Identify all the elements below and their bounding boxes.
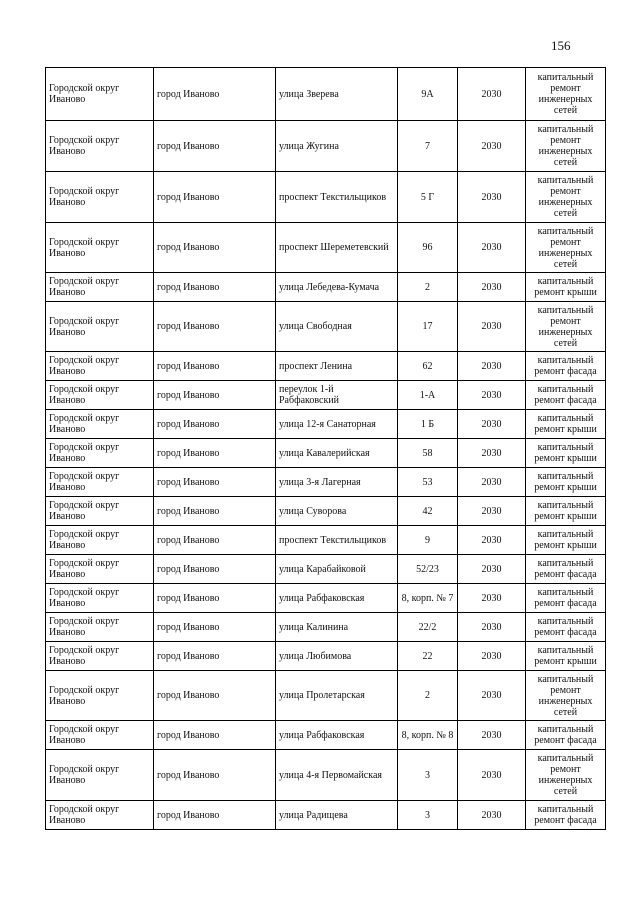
year-cell: 2030	[458, 671, 526, 721]
house-cell: 9А	[398, 68, 458, 121]
street-cell: улица Лебедева-Кумача	[276, 273, 398, 302]
year-cell: 2030	[458, 121, 526, 172]
table-row	[46, 750, 606, 801]
settlement-cell: город Иваново	[154, 273, 276, 302]
settlement-cell: город Иваново	[154, 410, 276, 439]
house-cell: 22	[398, 642, 458, 671]
settlement-cell: город Иваново	[154, 801, 276, 830]
year-cell: 2030	[458, 223, 526, 273]
year-cell: 2030	[458, 497, 526, 526]
street-cell: улица Суворова	[276, 497, 398, 526]
street-cell: улица Радищева	[276, 801, 398, 830]
street-cell: улица 4-я Первомайская	[276, 750, 398, 801]
settlement-cell: город Иваново	[154, 172, 276, 223]
table-row	[46, 223, 606, 273]
table-row	[46, 302, 606, 352]
street-cell: улица Кавалерийская	[276, 439, 398, 468]
table-row	[46, 68, 606, 121]
settlement-cell: город Иваново	[154, 750, 276, 801]
work-cell: капитальный ремонт фасада	[526, 555, 606, 584]
table-row	[46, 642, 606, 671]
work-cell: капитальный ремонт инженерных сетей	[526, 172, 606, 223]
year-cell: 2030	[458, 750, 526, 801]
table-row	[46, 273, 606, 302]
year-cell: 2030	[458, 68, 526, 121]
table-row	[46, 439, 606, 468]
work-cell: капитальный ремонт инженерных сетей	[526, 68, 606, 121]
municipality-cell: Городской округ Иваново	[46, 68, 154, 121]
settlement-cell: город Иваново	[154, 439, 276, 468]
settlement-cell: город Иваново	[154, 352, 276, 381]
street-cell: улица 12-я Санаторная	[276, 410, 398, 439]
municipality-cell: Городской округ Иваново	[46, 497, 154, 526]
year-cell: 2030	[458, 439, 526, 468]
year-cell: 2030	[458, 642, 526, 671]
municipality-cell: Городской округ Иваново	[46, 381, 154, 410]
table-row	[46, 172, 606, 223]
street-cell: улица Рабфаковская	[276, 721, 398, 750]
year-cell: 2030	[458, 172, 526, 223]
house-cell: 62	[398, 352, 458, 381]
house-cell: 8, корп. № 7	[398, 584, 458, 613]
table-row	[46, 555, 606, 584]
street-cell: переулок 1-й Рабфаковский	[276, 381, 398, 410]
house-cell: 2	[398, 671, 458, 721]
street-cell: улица Карабайковой	[276, 555, 398, 584]
work-cell: капитальный ремонт крыши	[526, 497, 606, 526]
work-cell: капитальный ремонт крыши	[526, 642, 606, 671]
house-cell: 3	[398, 750, 458, 801]
table-row	[46, 352, 606, 381]
work-cell: капитальный ремонт инженерных сетей	[526, 671, 606, 721]
street-cell: улица Любимова	[276, 642, 398, 671]
house-cell: 8, корп. № 8	[398, 721, 458, 750]
table-row	[46, 526, 606, 555]
street-cell: улица Зверева	[276, 68, 398, 121]
table-row	[46, 721, 606, 750]
street-cell: проспект Текстильщиков	[276, 526, 398, 555]
house-cell: 42	[398, 497, 458, 526]
municipality-cell: Городской округ Иваново	[46, 801, 154, 830]
year-cell: 2030	[458, 555, 526, 584]
work-cell: капитальный ремонт инженерных сетей	[526, 750, 606, 801]
municipality-cell: Городской округ Иваново	[46, 439, 154, 468]
street-cell: проспект Шереметевский	[276, 223, 398, 273]
settlement-cell: город Иваново	[154, 555, 276, 584]
municipality-cell: Городской округ Иваново	[46, 273, 154, 302]
municipality-cell: Городской округ Иваново	[46, 750, 154, 801]
table-row	[46, 468, 606, 497]
page-number: 156	[551, 38, 571, 53]
work-cell: капитальный ремонт крыши	[526, 410, 606, 439]
municipality-cell: Городской округ Иваново	[46, 721, 154, 750]
work-cell: капитальный ремонт инженерных сетей	[526, 121, 606, 172]
municipality-cell: Городской округ Иваново	[46, 223, 154, 273]
work-cell: капитальный ремонт фасада	[526, 721, 606, 750]
settlement-cell: город Иваново	[154, 468, 276, 497]
house-cell: 22/2	[398, 613, 458, 642]
settlement-cell: город Иваново	[154, 526, 276, 555]
settlement-cell: город Иваново	[154, 121, 276, 172]
work-cell: капитальный ремонт крыши	[526, 468, 606, 497]
street-cell: проспект Ленина	[276, 352, 398, 381]
street-cell: улица 3-я Лагерная	[276, 468, 398, 497]
municipality-cell: Городской округ Иваново	[46, 410, 154, 439]
year-cell: 2030	[458, 352, 526, 381]
year-cell: 2030	[458, 526, 526, 555]
house-cell: 52/23	[398, 555, 458, 584]
street-cell: улица Рабфаковская	[276, 584, 398, 613]
house-cell: 1 Б	[398, 410, 458, 439]
year-cell: 2030	[458, 302, 526, 352]
street-cell: улица Свободная	[276, 302, 398, 352]
house-cell: 96	[398, 223, 458, 273]
work-cell: капитальный ремонт крыши	[526, 526, 606, 555]
table-row	[46, 584, 606, 613]
settlement-cell: город Иваново	[154, 497, 276, 526]
table-row	[46, 381, 606, 410]
municipality-cell: Городской округ Иваново	[46, 613, 154, 642]
settlement-cell: город Иваново	[154, 584, 276, 613]
year-cell: 2030	[458, 721, 526, 750]
street-cell: проспект Текстильщиков	[276, 172, 398, 223]
table-row	[46, 410, 606, 439]
work-cell: капитальный ремонт фасада	[526, 352, 606, 381]
registry-table	[45, 67, 606, 830]
year-cell: 2030	[458, 613, 526, 642]
year-cell: 2030	[458, 273, 526, 302]
municipality-cell: Городской округ Иваново	[46, 468, 154, 497]
street-cell: улица Жугина	[276, 121, 398, 172]
municipality-cell: Городской округ Иваново	[46, 302, 154, 352]
municipality-cell: Городской округ Иваново	[46, 642, 154, 671]
municipality-cell: Городской округ Иваново	[46, 526, 154, 555]
table-row	[46, 121, 606, 172]
table-row	[46, 671, 606, 721]
settlement-cell: город Иваново	[154, 381, 276, 410]
municipality-cell: Городской округ Иваново	[46, 352, 154, 381]
municipality-cell: Городской округ Иваново	[46, 671, 154, 721]
work-cell: капитальный ремонт фасада	[526, 584, 606, 613]
settlement-cell: город Иваново	[154, 302, 276, 352]
house-cell: 58	[398, 439, 458, 468]
settlement-cell: город Иваново	[154, 223, 276, 273]
year-cell: 2030	[458, 801, 526, 830]
table-row	[46, 497, 606, 526]
house-cell: 7	[398, 121, 458, 172]
house-cell: 5 Г	[398, 172, 458, 223]
street-cell: улица Калинина	[276, 613, 398, 642]
work-cell: капитальный ремонт фасада	[526, 613, 606, 642]
house-cell: 9	[398, 526, 458, 555]
house-cell: 1-А	[398, 381, 458, 410]
settlement-cell: город Иваново	[154, 613, 276, 642]
table-row	[46, 801, 606, 830]
house-cell: 3	[398, 801, 458, 830]
house-cell: 53	[398, 468, 458, 497]
municipality-cell: Городской округ Иваново	[46, 584, 154, 613]
street-cell: улица Пролетарская	[276, 671, 398, 721]
year-cell: 2030	[458, 468, 526, 497]
municipality-cell: Городской округ Иваново	[46, 555, 154, 584]
settlement-cell: город Иваново	[154, 642, 276, 671]
municipality-cell: Городской округ Иваново	[46, 121, 154, 172]
settlement-cell: город Иваново	[154, 671, 276, 721]
work-cell: капитальный ремонт крыши	[526, 273, 606, 302]
year-cell: 2030	[458, 381, 526, 410]
house-cell: 17	[398, 302, 458, 352]
work-cell: капитальный ремонт фасада	[526, 801, 606, 830]
municipality-cell: Городской округ Иваново	[46, 172, 154, 223]
year-cell: 2030	[458, 410, 526, 439]
year-cell: 2030	[458, 584, 526, 613]
work-cell: капитальный ремонт инженерных сетей	[526, 302, 606, 352]
settlement-cell: город Иваново	[154, 721, 276, 750]
work-cell: капитальный ремонт крыши	[526, 439, 606, 468]
house-cell: 2	[398, 273, 458, 302]
table-row	[46, 613, 606, 642]
settlement-cell: город Иваново	[154, 68, 276, 121]
work-cell: капитальный ремонт инженерных сетей	[526, 223, 606, 273]
work-cell: капитальный ремонт фасада	[526, 381, 606, 410]
